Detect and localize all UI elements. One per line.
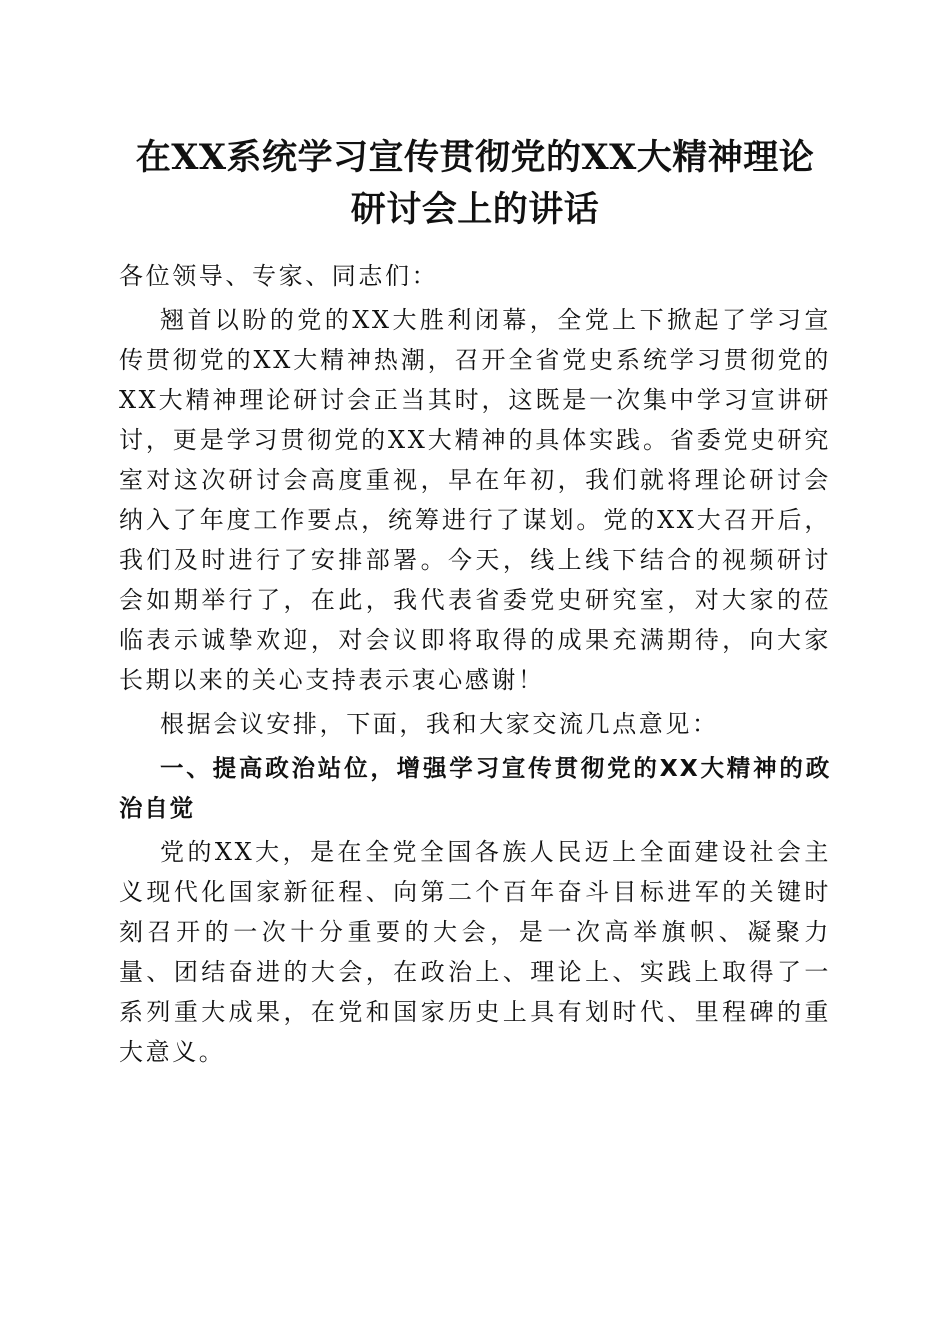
paragraph-opening: 翘首以盼的党的XX大胜利闭幕，全党上下掀起了学习宣传贯彻党的XX大精神热潮，召开全省党史系统学习贯彻党的XX大精神理论研讨会正当其时，这既是一次集中学习宣讲研讨，更是学习贯彻党的XX大精神的具体实践。省委党史研究室对这次研讨会高度重视，早在年初，我们就将理论研讨会纳入了年度工作要点，统筹进行了谋划。党的XX大召开后，我们及时进行了安排部署。今天，线上线下结合的视频研讨会如期举行了，在此，我代表省委党史研究室，对大家的莅临表示诚挚欢迎，对会议即将取得的成果充满期待，向大家长期以来的关心支持表示衷心感谢！: [119, 306, 831, 694]
section-1-paragraph: 党的XX大，是在全党全国各族人民迈上全面建设社会主义现代化国家新征程、向第二个百年奋斗目标进军的关键时刻召开的一次十分重要的大会，是一次高举旗帜、凝聚力量、团结奋进的大会，在政治上、理论上、实践上取得了一系列重大成果，在党和国家历史上具有划时代、里程碑的重大意义。: [119, 838, 831, 1066]
salutation: 各位领导、专家、同志们：: [119, 262, 439, 290]
title-line-2: 研讨会上的讲话: [350, 189, 600, 230]
title-line-1: 在XX系统学习宣传贯彻党的XX大精神理论: [135, 137, 815, 178]
paragraph-transition: 根据会议安排，下面，我和大家交流几点意见：: [160, 710, 719, 738]
section-1-heading: 一、提高政治站位，增强学习宣传贯彻党的XX大精神的政治自觉: [119, 754, 831, 822]
document-body: [119, 256, 831, 1076]
document-title: [110, 132, 840, 236]
